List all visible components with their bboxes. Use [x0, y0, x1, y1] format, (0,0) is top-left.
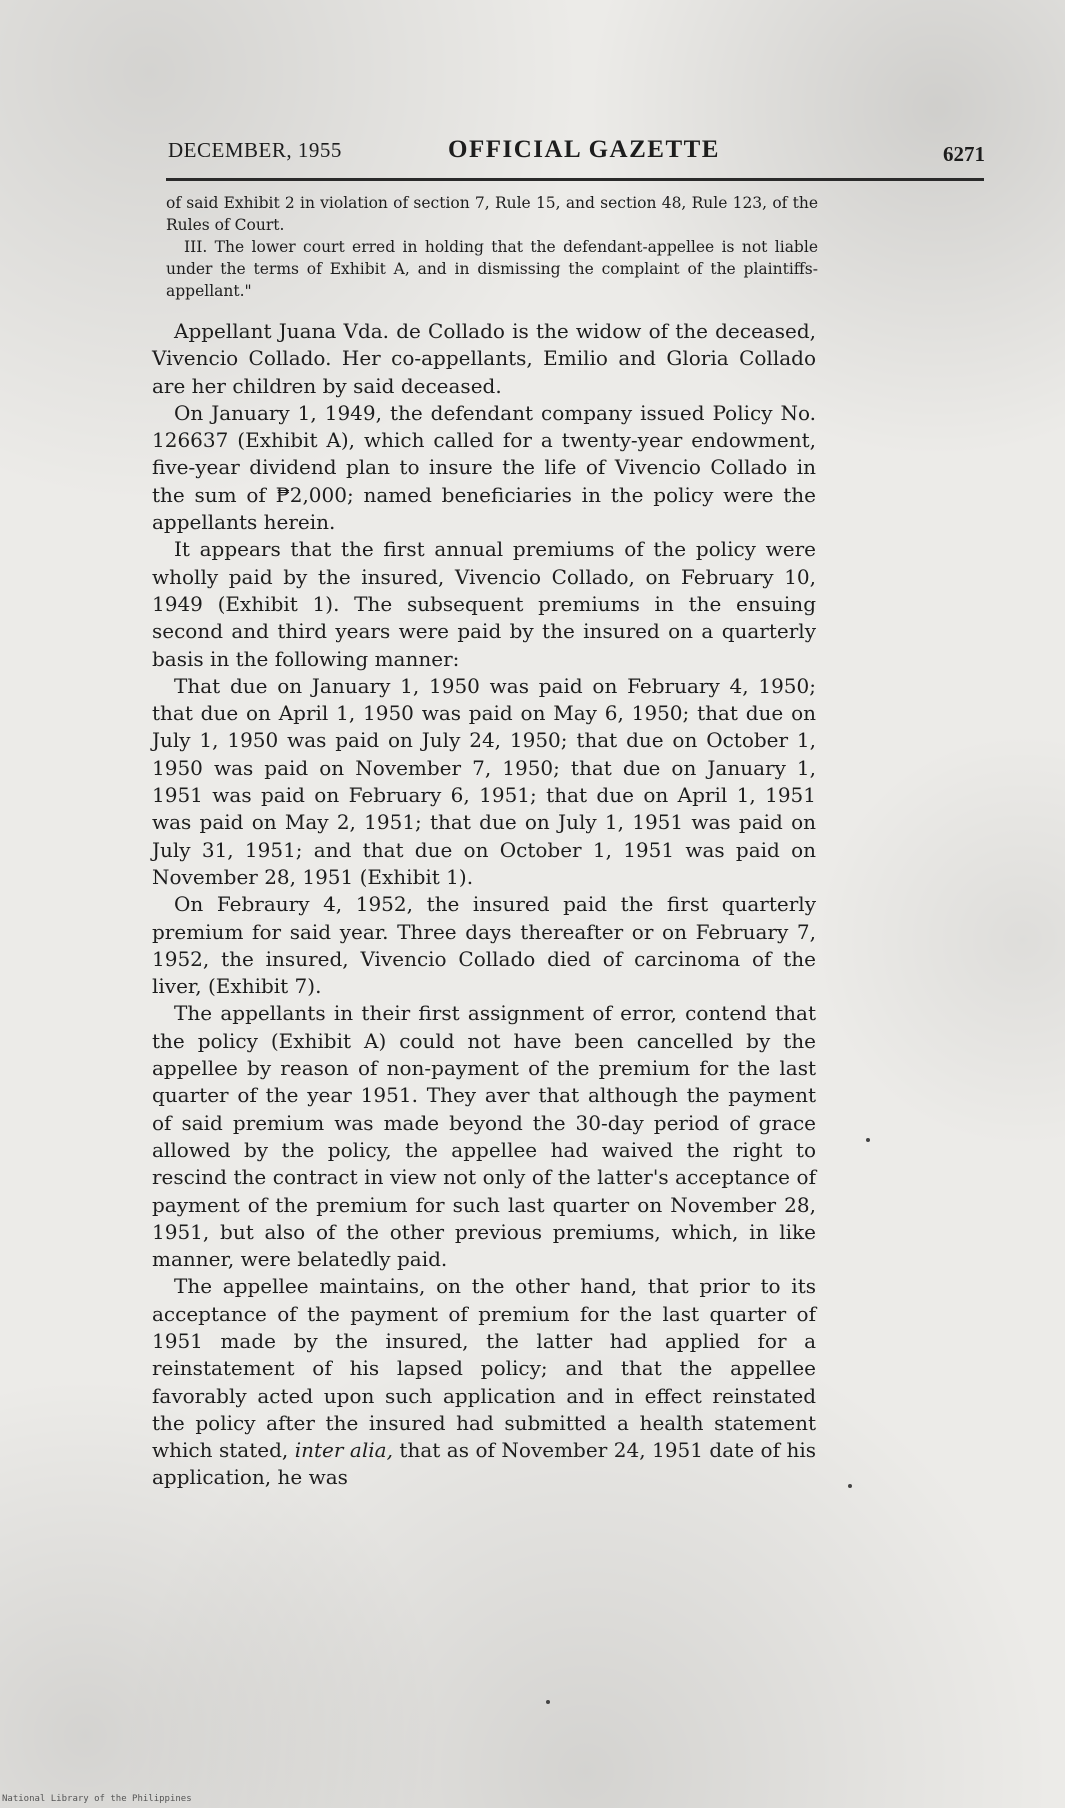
scan-speck: [866, 1138, 870, 1142]
body-text: [152, 318, 816, 1492]
paragraph-7-italic: inter alia,: [294, 1438, 393, 1463]
paragraph-3: It appears that the first annual premiums of the policy were wholly paid by the insured, Vivencio Collado, on February 10, 1949 (Exhibit 1). The subsequent premiums in the ensuing second and third years were paid by the insured on a quarterly basis in the following manner:: [152, 537, 816, 671]
page-header: [168, 138, 985, 172]
page-number: 6271: [943, 142, 985, 166]
paragraph-7-text-b: that as of November 24, 1951 date of his application, he was: [152, 1438, 816, 1490]
quote-line-2: III. The lower court erred in holding that the defendant-appellee is not liable under the terms of Exhibit A, and in dismissing the complaint of the plaintiffs-appellant.": [166, 238, 818, 300]
paragraph-5: On Febraury 4, 1952, the insured paid the first quarterly premium for said year. Three days thereafter or on February 7, 1952, the insured, Vivencio Collado died of carcinoma of the liver, (Exhibit 7).: [152, 892, 816, 999]
paragraph-7-text-a: The appellee maintains, on the other hand, that prior to its acceptance of the payment of premium for the last quarter of 1951 made by the insured, the latter had applied for a reinstatement of his lapsed policy; and that the appellee favorably acted upon such application and in effect reinstated the policy after the insured had submitted a health statement which stated,: [152, 1274, 816, 1463]
header-date: DECEMBER, 1955: [168, 138, 342, 162]
header-title: OFFICIAL GAZETTE: [448, 136, 720, 163]
quoted-assignment-of-errors: [166, 192, 818, 302]
library-stamp: National Library of the Philippines: [2, 1794, 192, 1804]
paragraph-2: On January 1, 1949, the defendant company issued Policy No. 126637 (Exhibit A), which called for a twenty-year endowment, five-year dividend plan to insure the life of Vivencio Collado in the sum of ₱2,000; named beneficiaries in the policy were the appellants herein.: [152, 400, 816, 535]
quote-line-1: of said Exhibit 2 in violation of section 7, Rule 15, and section 48, Rule 123, of the Rules of Court.: [166, 194, 818, 234]
scan-speck: [848, 1484, 852, 1488]
paragraph-6: The appellants in their first assignment of error, contend that the policy (Exhibit A) could not have been cancelled by the appellee by reason of non-payment of the premium for the last quarter of the year 1951. They aver that although the payment of said premium was made beyond the 30-day period of grace allowed by the policy, the appellee had waived the right to rescind the contract in view not only of the latter's acceptance of payment of the premium for such last quarter on November 28, 1951, but also of the other previous premiums, which, in like manner, were belatedly paid.: [152, 1001, 816, 1272]
paragraph-7: [152, 1273, 816, 1491]
paragraph-4: That due on January 1, 1950 was paid on February 4, 1950; that due on April 1, 1950 was paid on May 6, 1950; that due on July 1, 1950 was paid on July 24, 1950; that due on October 1, 1950 was paid on November 7, 1950; that due on January 1, 1951 was paid on February 6, 1951; that due on April 1, 1951 was paid on May 2, 1951; that due on July 1, 1951 was paid on July 31, 1951; and that due on October 1, 1951 was paid on November 28, 1951 (Exhibit 1).: [152, 673, 816, 889]
header-rule: [166, 178, 984, 181]
scan-speck: [546, 1700, 550, 1704]
paragraph-1: Appellant Juana Vda. de Collado is the widow of the deceased, Vivencio Collado. Her co-appellants, Emilio and Gloria Collado are her children by said deceased.: [152, 319, 816, 398]
